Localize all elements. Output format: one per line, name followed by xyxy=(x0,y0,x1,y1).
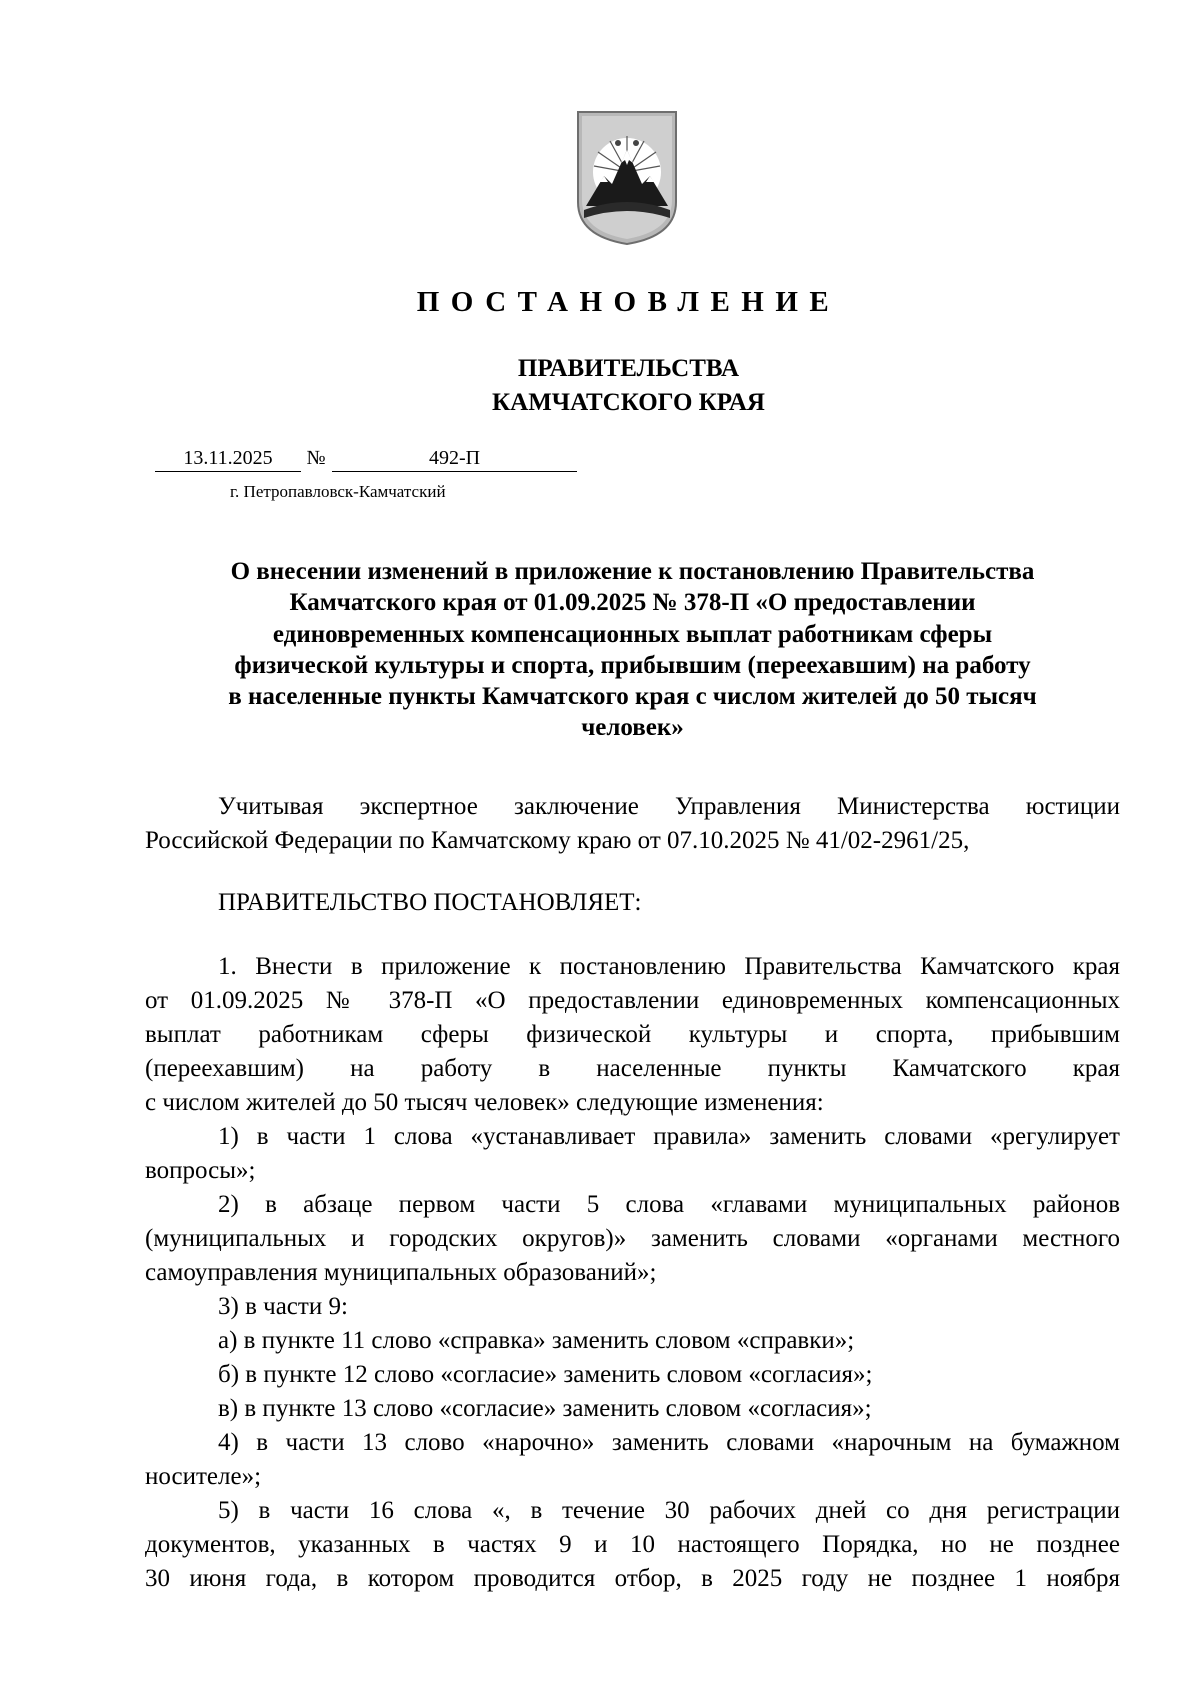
text-line: с числом жителей до 50 тысяч человек» следующие изменения: xyxy=(145,1089,824,1116)
issuer-line: КАМЧАТСКОГО КРАЯ xyxy=(492,389,765,416)
text-line: (переехавшим) на работу в населенные пункты Камчатского края xyxy=(145,1055,1120,1082)
text-line: самоуправления муниципальных образований»; xyxy=(145,1259,657,1286)
text-line: (муниципальных и городских округов)» заменить словами «органами местного xyxy=(145,1225,1120,1252)
text-line: б) в пункте 12 слово «согласие» заменить словом «согласия»; xyxy=(218,1361,873,1388)
text-line: носителе»; xyxy=(145,1463,262,1490)
text-line: документов, указанных в частях 9 и 10 настоящего Порядка, но не позднее xyxy=(145,1531,1120,1558)
document-type-heading: ПОСТАНОВЛЕНИЕ xyxy=(416,286,841,318)
document-number: 492-П xyxy=(332,445,577,472)
title-line: в населенные пункты Камчатского края с числом жителей до 50 тысяч xyxy=(228,683,1037,711)
text-line: а) в пункте 11 слово «справка» заменить словом «справки»; xyxy=(218,1327,855,1354)
issuer-line: ПРАВИТЕЛЬСТВА xyxy=(517,355,740,382)
document-body xyxy=(145,950,1120,1596)
text-line: 5) в части 16 слова «, в течение 30 рабочих дней со дня регистрации xyxy=(218,1497,1120,1524)
text-line: в) в пункте 13 слово «согласие» заменить словом «согласия»; xyxy=(218,1395,872,1422)
kamchatka-coat-of-arms-emblem xyxy=(572,110,682,246)
text-line: 30 июня года, в котором проводится отбор, в 2025 году не позднее 1 ноября xyxy=(145,1565,1120,1592)
text-line: вопросы»; xyxy=(145,1157,256,1184)
text-line: 3) в части 9: xyxy=(218,1293,348,1320)
issuing-authority xyxy=(0,352,1200,420)
title-line: Камчатского края от 01.09.2025 № 378-П «О предоставлении xyxy=(289,589,976,617)
title-line: физической культуры и спорта, прибывшим (переехавшим) на работу xyxy=(234,651,1031,679)
text-line: 1) в части 1 слова «устанавливает правила» заменить словами «регулирует xyxy=(218,1123,1120,1150)
title-line: единовременных компенсационных выплат работникам сферы xyxy=(272,620,993,648)
text-line: Российской Федерации по Камчатскому краю от 07.10.2025 № 41/02-2961/25, xyxy=(145,827,970,854)
text-line: 4) в части 13 слово «нарочно» заменить словами «нарочным на бумажном xyxy=(218,1429,1120,1456)
title-line: О внесении изменений в приложение к постановлению Правительства xyxy=(230,558,1035,585)
text-line: от 01.09.2025 № 378-П «О предоставлении единовременных компенсационных xyxy=(145,987,1120,1014)
text-line: 1. Внести в приложение к постановлению Правительства Камчатского края xyxy=(218,953,1120,980)
text-line: 2) в абзаце первом части 5 слова «главами муниципальных районов xyxy=(218,1191,1120,1218)
document-subject-title xyxy=(150,556,1115,744)
text-line: Учитывая экспертное заключение Управления Министерства юстиции xyxy=(218,793,1120,820)
number-sign: № xyxy=(306,447,326,469)
text-line: выплат работникам сферы физической культуры и спорта, прибывшим xyxy=(145,1021,1120,1048)
issue-city: г. Петропавловск-Камчатский xyxy=(230,482,446,501)
preamble-paragraph xyxy=(145,790,1120,858)
document-date: 13.11.2025 xyxy=(155,445,301,472)
title-line: человек» xyxy=(581,714,684,742)
resolution-clause: ПРАВИТЕЛЬСТВО ПОСТАНОВЛЯЕТ: xyxy=(218,889,642,916)
